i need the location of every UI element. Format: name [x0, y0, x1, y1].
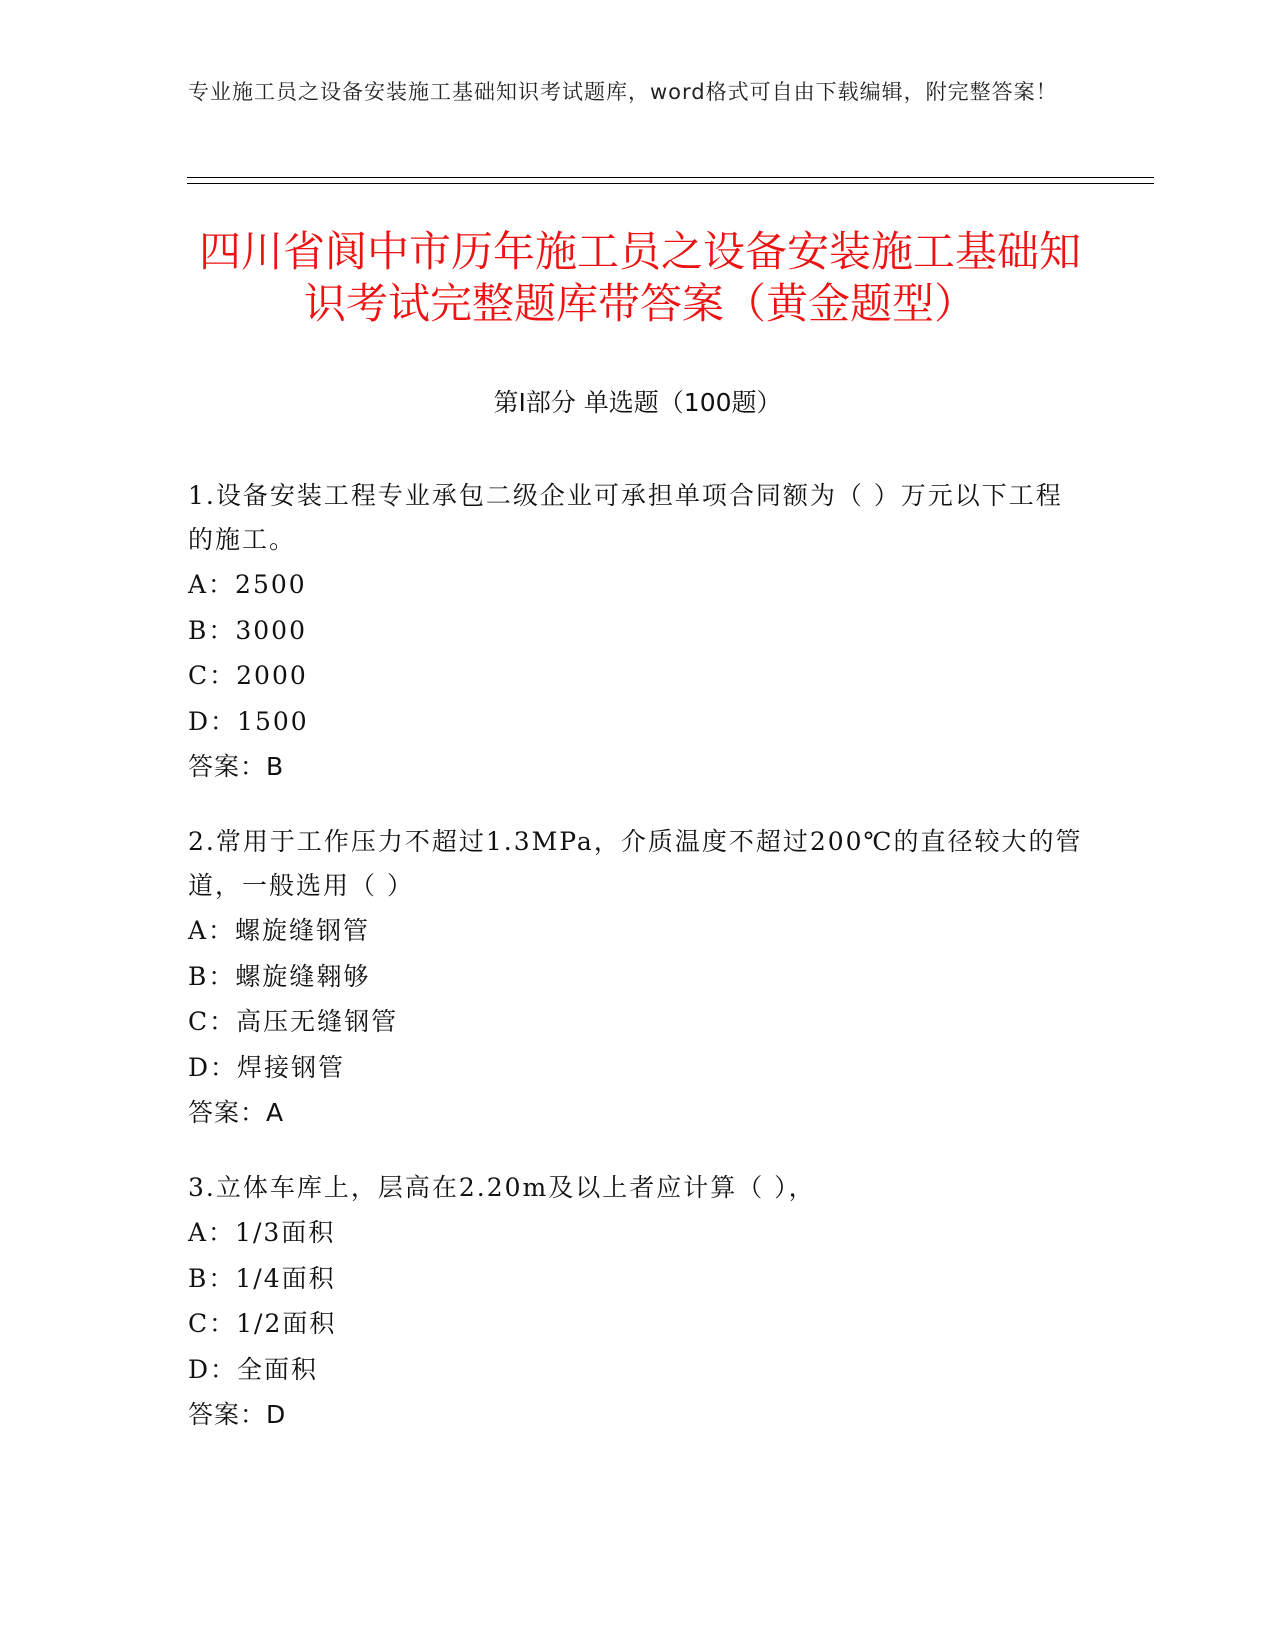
answer: 答案：D	[188, 1400, 287, 1429]
option-c: C：2000	[188, 661, 308, 690]
option-a: A：螺旋缝钢管	[188, 916, 371, 945]
question-1	[188, 474, 1088, 790]
question-3	[188, 1166, 1088, 1438]
option-a: A：2500	[188, 570, 307, 599]
option-a: A：1/3面积	[188, 1218, 336, 1247]
question-text: 1.设备安装工程专业承包二级企业可承担单项合同额为（ ）万元以下工程的施工。	[188, 481, 1063, 554]
answer: 答案：B	[188, 752, 285, 781]
header-divider-top	[187, 177, 1154, 178]
header-divider-bottom	[187, 183, 1154, 184]
question-text: 2.常用于工作压力不超过1.3MPa，介质温度不超过200℃的直径较大的管道，一般选用（ ）	[188, 827, 1083, 900]
option-d: D：全面积	[188, 1354, 319, 1384]
question-2	[188, 820, 1088, 1136]
answer: 答案：A	[188, 1098, 285, 1127]
option-b: B：3000	[188, 615, 307, 645]
option-d: D：焊接钢管	[188, 1052, 346, 1082]
question-text: 3.立体车库上，层高在2.20m及以上者应计算（ ），	[188, 1173, 816, 1202]
option-b: B：1/4面积	[188, 1263, 336, 1293]
option-c: C：1/2面积	[188, 1309, 337, 1338]
question-list	[188, 474, 1088, 1468]
header-note: 专业施工员之设备安装施工基础知识考试题库，word格式可自由下载编辑，附完整答案！	[188, 80, 1058, 104]
option-d: D：1500	[188, 706, 309, 736]
option-c: C：高压无缝钢管	[188, 1007, 399, 1036]
option-b: B：螺旋缝翱够	[188, 961, 371, 991]
section-heading: 第Ⅰ部分 单选题（100题）	[493, 388, 782, 417]
document-title: 四川省阆中市历年施工员之设备安装施工基础知识考试完整题库带答案（黄金题型）	[198, 227, 1081, 328]
